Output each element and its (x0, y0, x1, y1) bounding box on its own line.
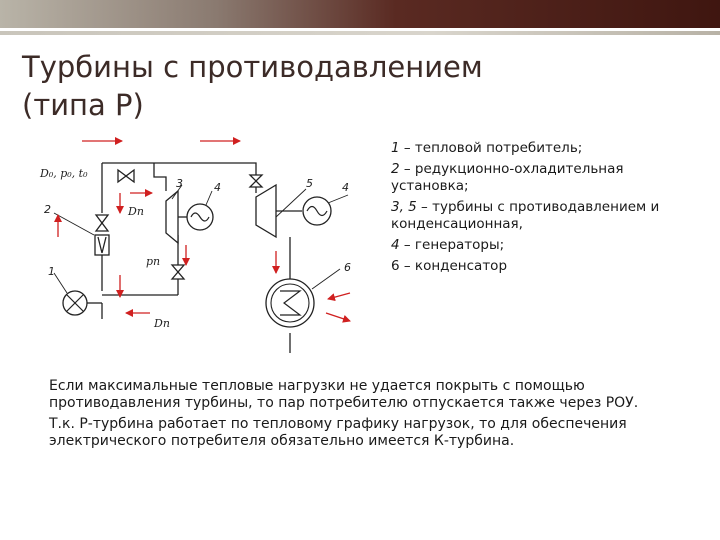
legend-item-3-text: – турбины с противодавлением и конденсационная, (391, 199, 660, 232)
body-text (49, 378, 689, 454)
rou-valve-icon (95, 215, 109, 255)
page-title-line-1: Турбины с противодавлением (22, 50, 483, 84)
body-paragraph-1: Если максимальные тепловые нагрузки не удается покрыть с помощью противодавления турбины, то пар потребителю отпускается также через РОУ. (49, 378, 639, 411)
legend-item-1 (391, 140, 661, 157)
turbine5-valve-icon (250, 175, 262, 187)
d-p-bottom-label: Dп (154, 317, 170, 330)
header-bar (0, 0, 720, 28)
top-valve-icon (118, 170, 134, 182)
label-num-4b: 4 (342, 181, 349, 194)
legend-list (391, 140, 661, 279)
legend-item-1-text: – тепловой потребитель; (399, 140, 583, 156)
legend-item-4 (391, 237, 661, 254)
steam-lines (102, 163, 290, 353)
legend-item-2 (391, 161, 661, 195)
legend-item-4-num: 4 (391, 237, 400, 253)
backpressure-valve-icon (172, 265, 184, 279)
label-num-1: 1 (48, 265, 55, 278)
legend-item-5: 6 – конденсатор (391, 258, 508, 274)
header-accent-line (0, 31, 720, 35)
turbine-5-icon (256, 185, 276, 237)
label-num-3: 3 (176, 177, 183, 190)
turbine-scheme-diagram (30, 125, 370, 360)
label-num-6: 6 (344, 261, 351, 274)
legend-item-1-num: 1 (391, 140, 400, 156)
generator-4b-icon (303, 197, 331, 225)
p-p-label: pп (146, 255, 161, 268)
d-p-top-label: Dп (128, 205, 144, 218)
legend-item-2-num: 2 (391, 161, 400, 177)
legend-item-4-text: – генераторы; (399, 237, 505, 253)
heat-consumer-1-icon (63, 291, 102, 315)
label-num-4a: 4 (214, 181, 221, 194)
label-num-5: 5 (306, 177, 313, 190)
label-num-2: 2 (44, 203, 51, 216)
page-title (22, 48, 582, 124)
inlet-params-label: D₀, p₀, t₀ (40, 167, 88, 180)
body-paragraph-2: Т.к. Р-турбина работает по тепловому графику нагрузок, то для обеспечения электрического потребителя обязательно имеется К-турбина. (49, 416, 627, 449)
legend-item-3-num: 3, 5 (391, 199, 417, 215)
condenser-6-icon (266, 279, 314, 327)
legend-item-3 (391, 199, 661, 233)
generator-4a-icon (187, 204, 213, 230)
page-title-line-2: (типа Р) (22, 88, 144, 122)
legend-item-2-text: – редукционно-охладительная установка; (391, 161, 624, 194)
